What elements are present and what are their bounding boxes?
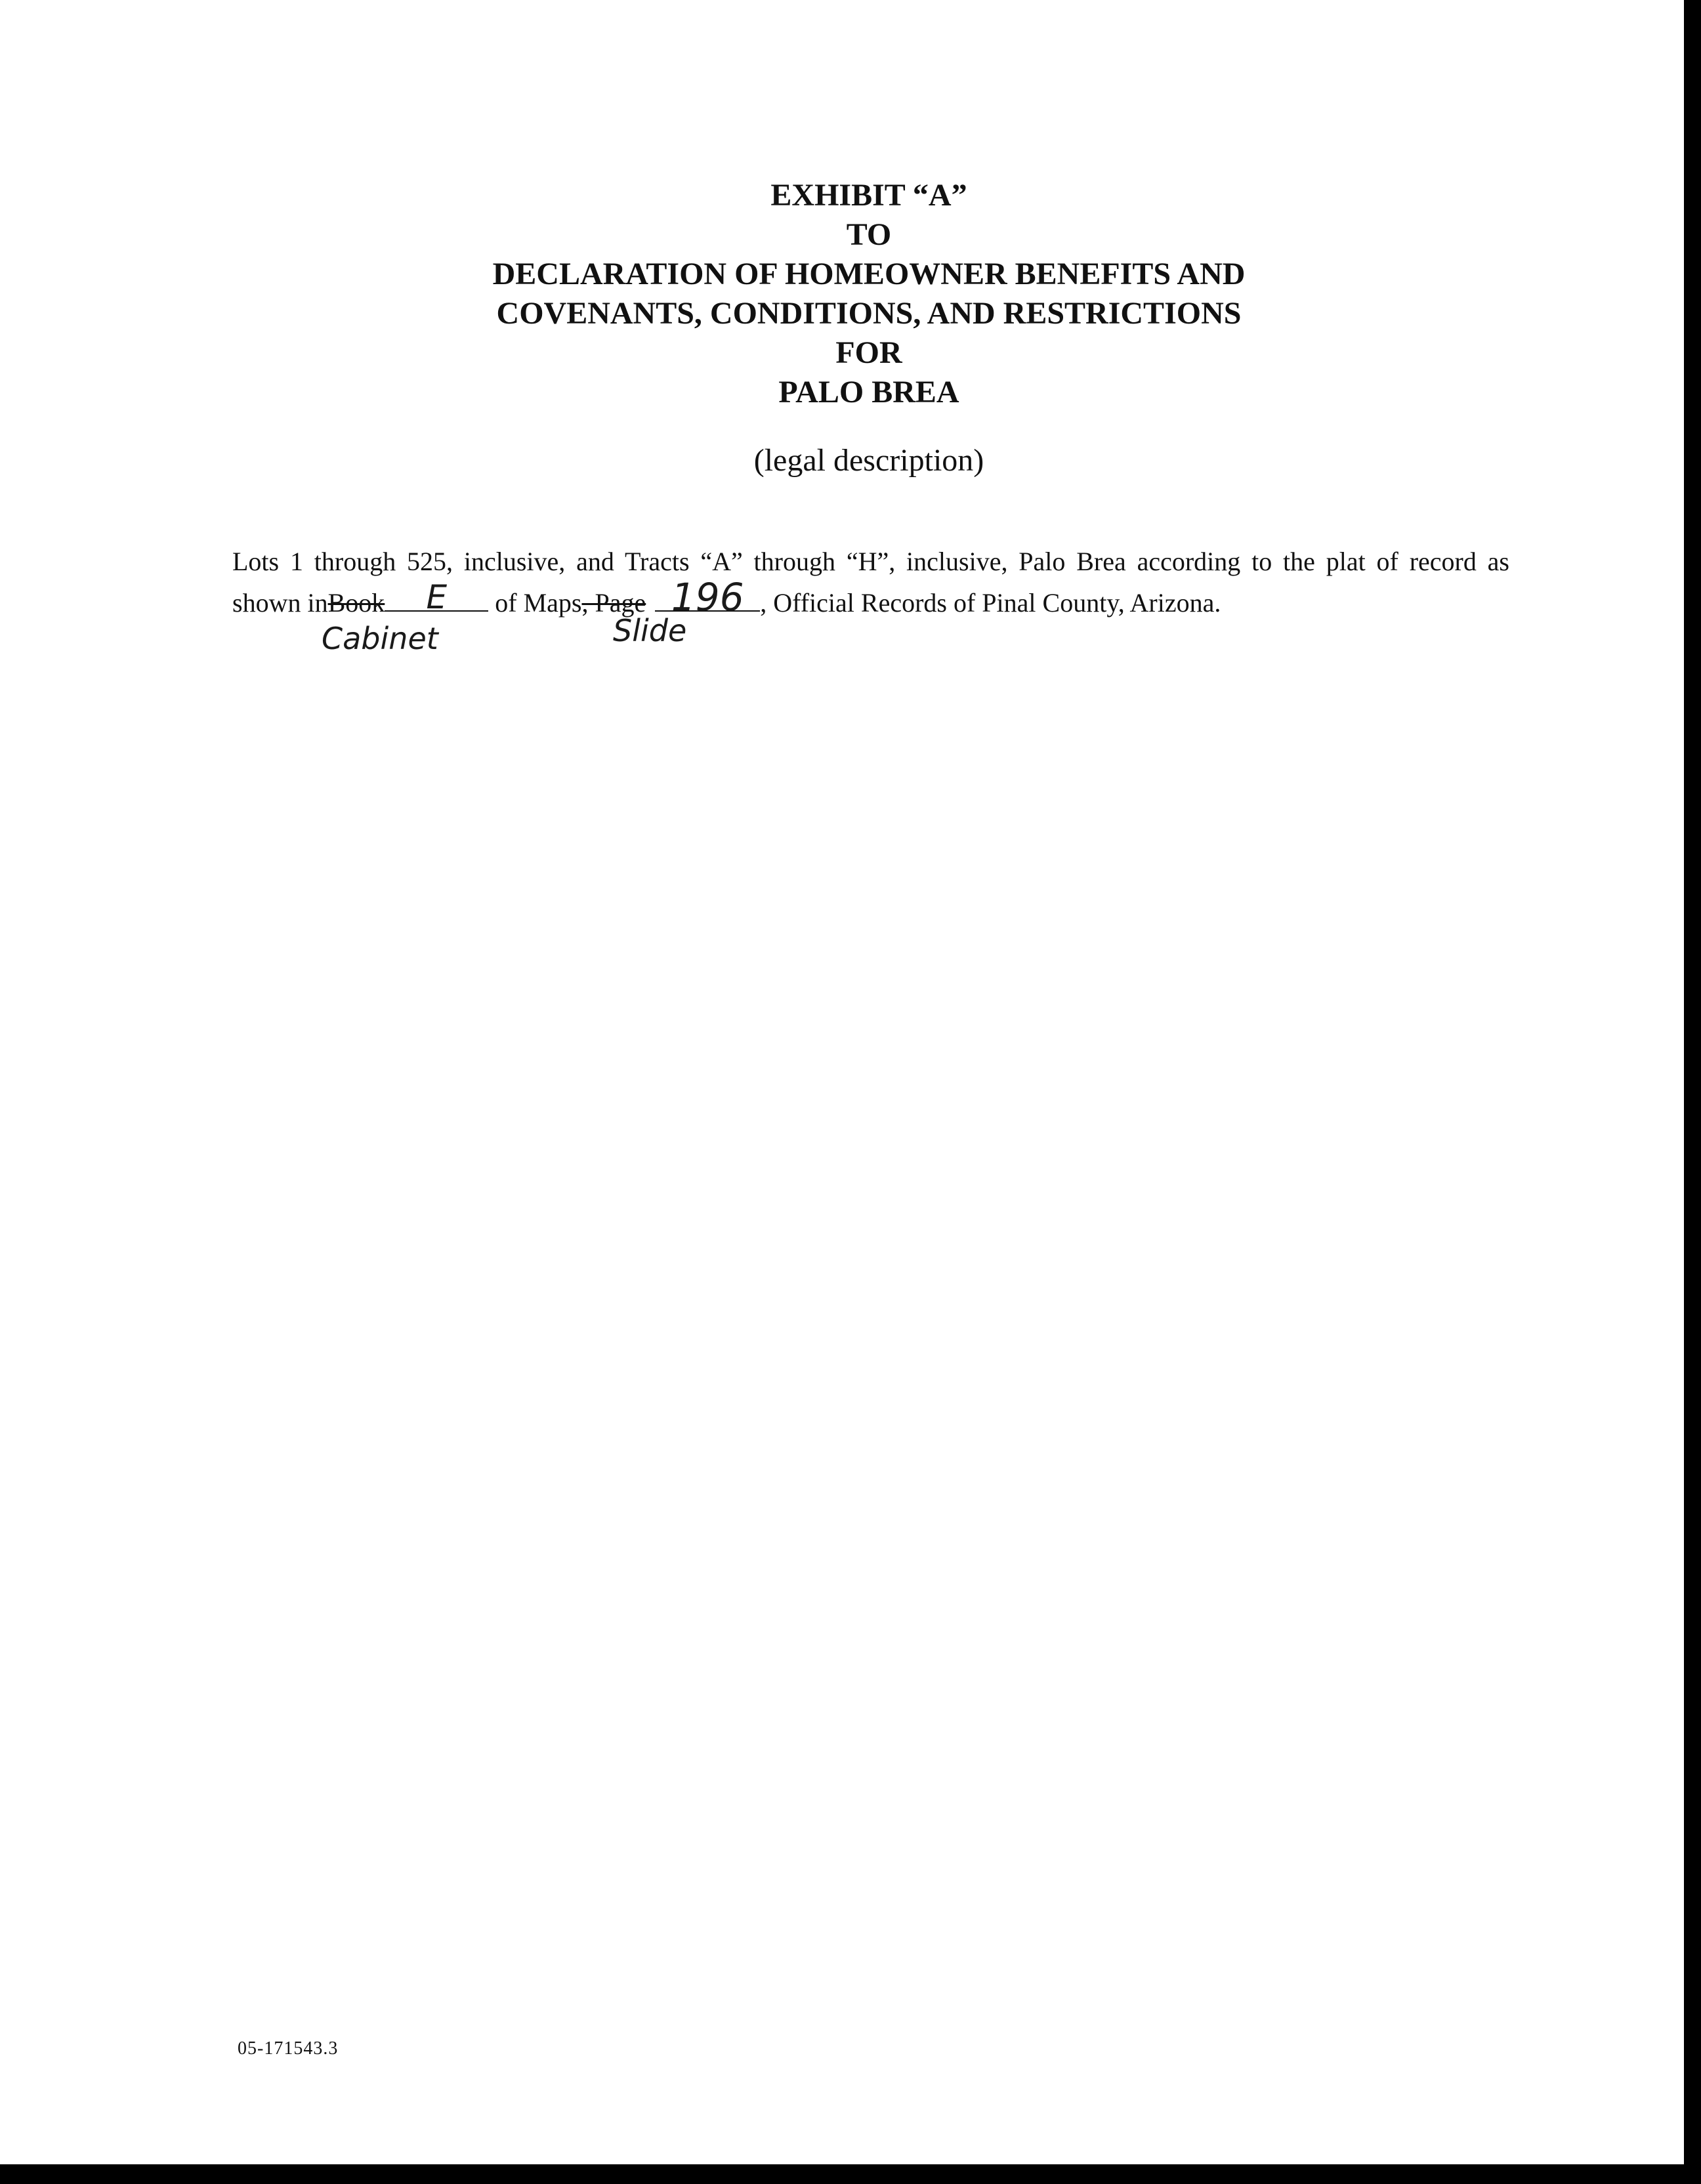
scan-border-bottom [0,2164,1701,2184]
book-value-handwritten: E [426,578,448,616]
page-value-handwritten: 196 [671,575,744,620]
header-line-exhibit: EXHIBIT “A” [770,178,967,213]
handwritten-slide: Slide [613,613,687,648]
official-records-text: , Official Records of Pinal County, Arizona. [760,588,1221,618]
document-number: 05-171543.3 [238,2038,339,2059]
book-blank [385,578,488,616]
header-line-declaration: DECLARATION OF HOMEOWNER BENEFITS AND [492,257,1246,291]
of-maps-text: of Maps [488,588,582,618]
legal-description-subtitle: (legal description) [753,443,984,478]
legal-text-line-2 [232,575,1221,620]
exhibit-header [0,176,1701,412]
struck-page-text: , Page [581,588,646,618]
struck-book-text: Book [327,588,385,618]
header-line-for: FOR [835,335,902,370]
header-line-covenants: COVENANTS, CONDITIONS, AND RESTRICTIONS [496,296,1242,331]
shown-in-text: shown in [232,588,328,618]
header-line-to: TO [846,217,892,252]
handwritten-cabinet: Cabinet [322,621,438,656]
header-line-palo-brea: PALO BREA [778,375,959,410]
page-blank [655,575,760,620]
legal-text-line-1: Lots 1 through 525, inclusive, and Tracts “A” through “H”, inclusive, Palo Brea according to the plat of record as [232,547,1509,576]
